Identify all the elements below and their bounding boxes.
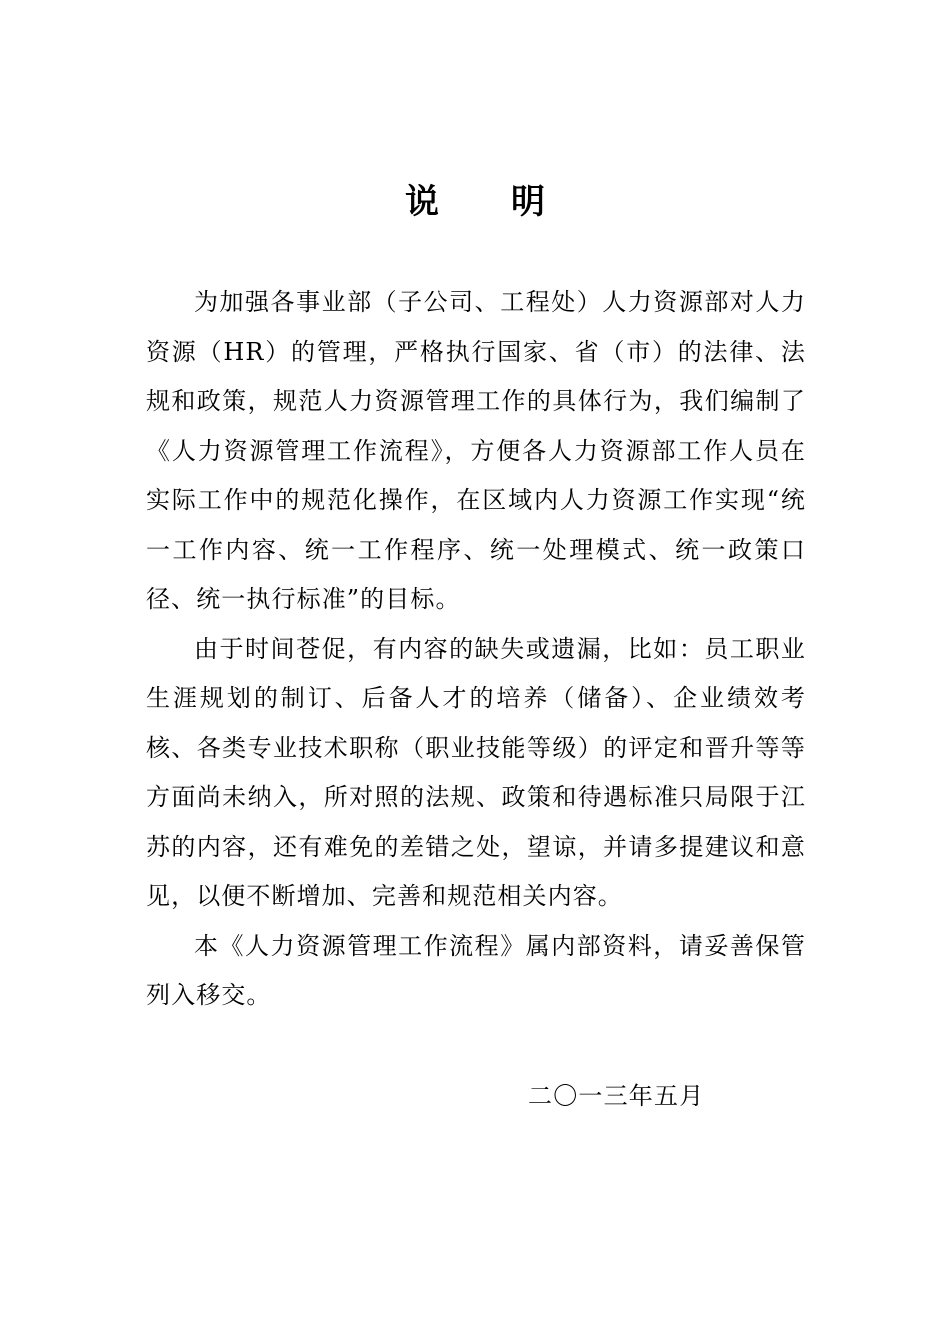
paragraph-purpose: 为加强各事业部（子公司、工程处）人力资源部对人力资源（HR）的管理，严格执行国家、省（市）的法律、法规和政策，规范人力资源管理工作的具体行为，我们编制了《人力资源管理工作流程》，方便各人力资源部工作人员在实际工作中的规范化操作，在区域内人力资源工作实现“统一工作内容、统一工作程序、统一处理模式、统一政策口径、统一执行标准”的目标。 bbox=[146, 288, 806, 613]
paragraph-limitations: 由于时间苍促，有内容的缺失或遗漏，比如：员工职业生涯规划的制订、后备人才的培养（储备）、企业绩效考核、各类专业技术职称（职业技能等级）的评定和晋升等等方面尚未纳入，所对照的法规、政策和待遇标准只局限于江苏的内容，还有难免的差错之处，望谅，并请多提建议和意见，以便不断增加、完善和规范相关内容。 bbox=[146, 634, 806, 910]
page-title bbox=[0, 178, 950, 226]
title-char-2: 明 bbox=[511, 182, 545, 222]
document-date: 二〇一三年五月 bbox=[528, 1082, 705, 1110]
document-body bbox=[146, 278, 806, 1021]
paragraph-confidentiality: 本《人力资源管理工作流程》属内部资料，请妥善保管列入移交。 bbox=[146, 931, 806, 1009]
title-char-1: 说 bbox=[405, 182, 439, 222]
